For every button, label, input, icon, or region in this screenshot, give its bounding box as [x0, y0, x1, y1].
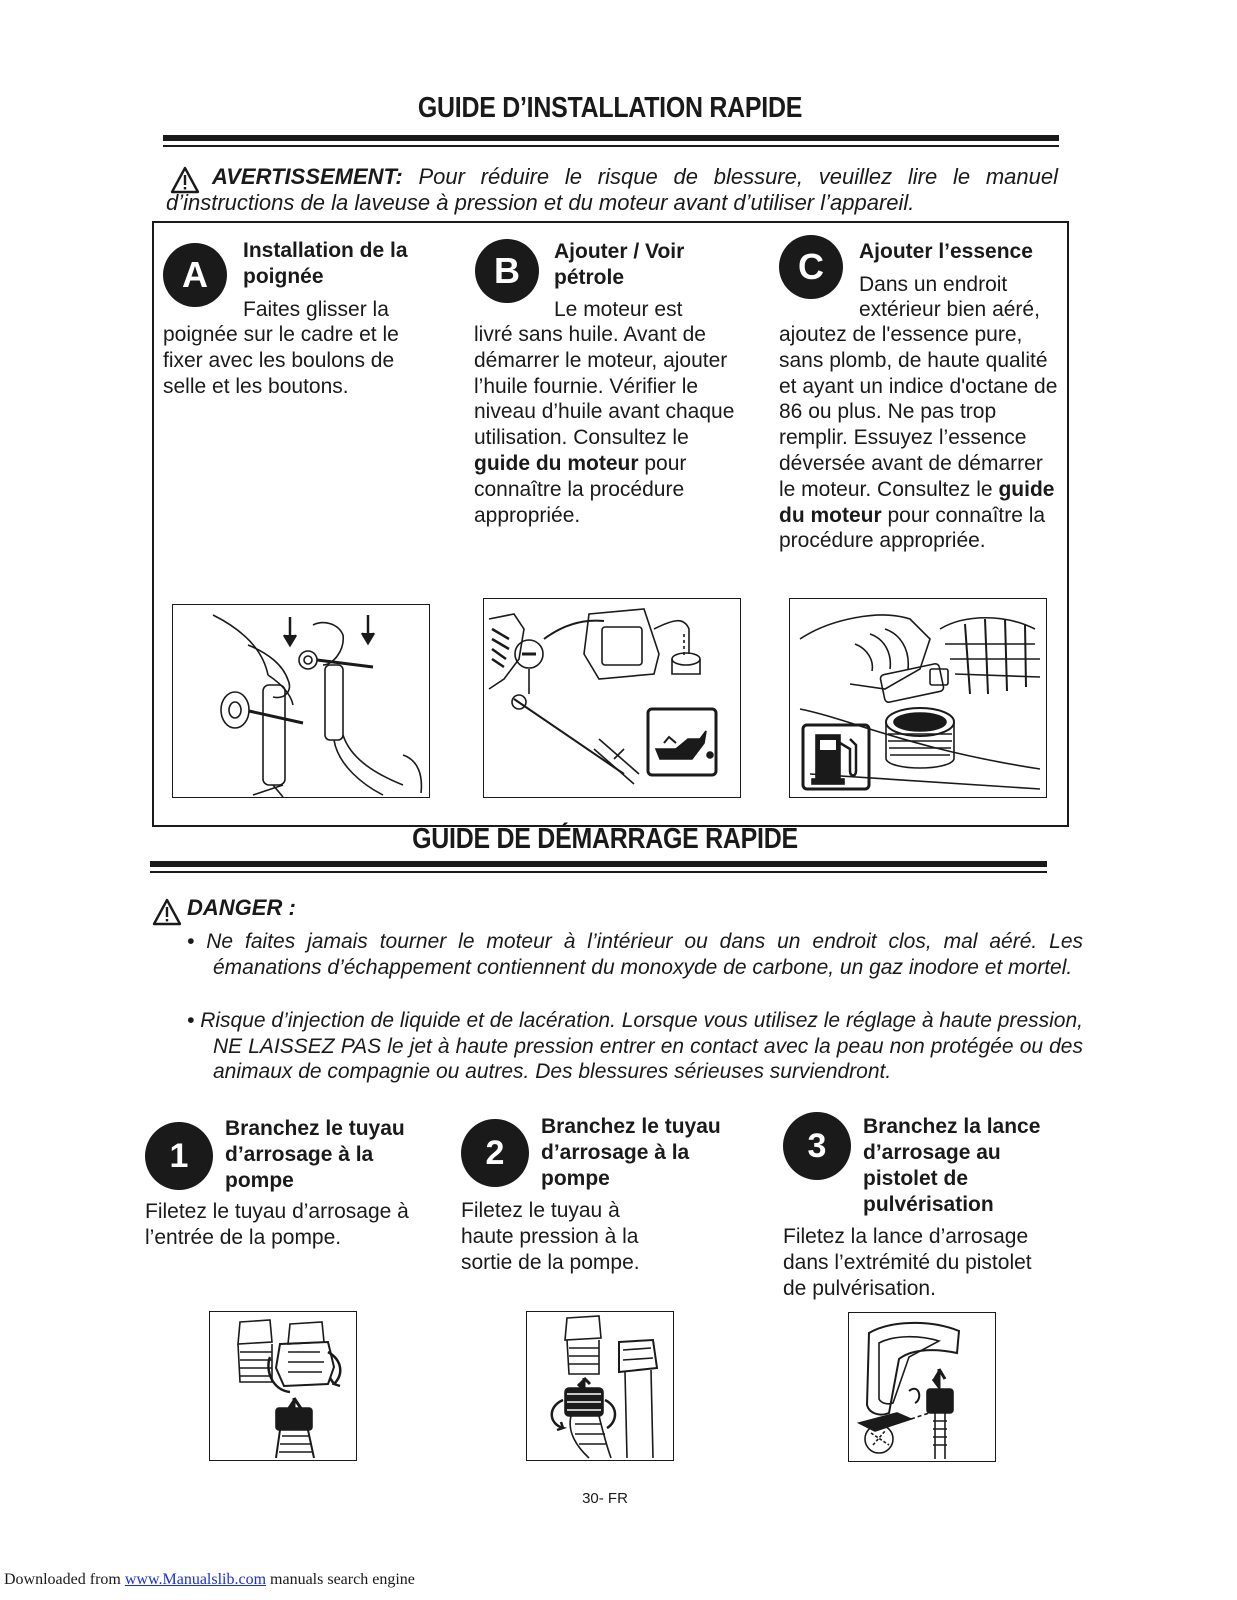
step-c-body-text: ajoutez de l'essence pure, sans plomb, de haute qualité et ayant un indice d'octane de 86 ou plus. Ne pas trop remplir. Essuyez l’essence déversée avant de démarrer le moteur. Consultez le: [779, 323, 1058, 501]
footer-suffix: manuals search engine: [266, 1571, 415, 1588]
step-2-body: Filetez le tuyau à haute pression à la sortie de la pompe.: [461, 1199, 640, 1274]
step-c-body: [779, 322, 1061, 554]
step-3-badge: 3: [783, 1112, 851, 1180]
step-c-body-bold: guide du moteur: [779, 477, 1055, 527]
step-3-title: Branchez la lance d’arrosage au pistolet de pulvérisation: [863, 1115, 1041, 1216]
step-3-body: Filetez la lance d’arrosage dans l’extrémité du pistolet de pulvérisation.: [783, 1225, 1032, 1300]
oil-fill-illustration: [483, 598, 741, 798]
step-1-title: Branchez le tuyau d’arrosage à la pompe: [225, 1117, 405, 1192]
wand-to-gun-illustration: [848, 1312, 996, 1462]
step-a-body: poignée sur le cadre et le fixer avec les boulons de selle et les boutons.: [163, 323, 399, 398]
danger-triangle-icon: [152, 898, 182, 926]
handle-install-illustration: [172, 604, 430, 798]
start-title-rule-thin: [150, 871, 1047, 873]
manualslib-link[interactable]: www.Manualslib.com: [124, 1571, 267, 1588]
install-warning-text: Pour réduire le risque de blessure, veuillez lire le manuel d’instructions de la laveuse à pression et du moteur avant d’utiliser l’appareil.: [166, 164, 1058, 215]
garden-hose-inlet-illustration: [209, 1311, 357, 1461]
step-b-body: [474, 322, 736, 528]
step-a-title: [243, 238, 463, 290]
step-2-title: Branchez le tuyau d’arrosage à la pompe: [541, 1115, 721, 1190]
start-title: GUIDE DE DÉMARRAGE RAPIDE: [412, 823, 798, 855]
danger-item-2: • Risque d’injection de liquide et de lacération. Lorsque vous utilisez le réglage à haute pression, NE LAISSEZ PAS le jet à haute pression entrer en contact avec la peau non protégée ou des animaux de compagnie ou autres. Des blessures sérieuses surviendront.: [187, 1009, 1083, 1083]
step-b-title-line1: Ajouter / Voir: [554, 240, 685, 263]
fuel-fill-illustration: [789, 598, 1047, 798]
install-title: GUIDE D’INSTALLATION RAPIDE: [417, 92, 803, 124]
step-b-body-text: livré sans huile. Avant de démarrer le moteur, ajouter l’huile fournie. Vérifier le niveau d’huile avant chaque utilisation. Consultez le: [474, 323, 735, 450]
danger-item-1: • Ne faites jamais tourner le moteur à l’intérieur ou dans un endroit clos, mal aéré. Les émanations d’échappement contiennent du monoxyde de carbone, un gaz inodore et mortel.: [187, 930, 1083, 979]
download-footer: [4, 1571, 415, 1589]
footer-prefix: Downloaded from: [4, 1571, 125, 1588]
step-a-title-line2: poignée: [243, 265, 324, 288]
step-b-body-line1: Le moteur est: [554, 298, 683, 321]
step-b-badge: B: [475, 239, 539, 303]
step-b-title-line2: pétrole: [554, 266, 625, 289]
page-number: 30- FR: [582, 1490, 628, 1507]
start-title-rule: [150, 861, 1047, 867]
step-c-body-tail: pour connaître la procédure appropriée.: [779, 503, 1046, 553]
step-1-badge: 1: [145, 1122, 213, 1190]
step-c-body-line2: extérieur bien aéré,: [859, 298, 1040, 321]
step-1-body: Filetez le tuyau d’arrosage à l’entrée de la pompe.: [145, 1200, 409, 1249]
high-pressure-hose-outlet-illustration: [526, 1311, 674, 1461]
step-2-badge: 2: [461, 1119, 529, 1187]
step-b-body-tail: pour connaître la procédure appropriée.: [474, 451, 687, 527]
danger-label: DANGER :: [187, 895, 296, 920]
step-a-badge: A: [163, 243, 227, 307]
step-a-body-line1: Faites glisser la: [243, 298, 389, 321]
step-b-title: [554, 239, 754, 291]
install-warning-label: AVERTISSEMENT:: [212, 164, 403, 189]
install-title-rule: [163, 135, 1059, 141]
step-c-title: Ajouter l’essence: [859, 240, 1033, 263]
install-title-rule-thin: [163, 145, 1059, 147]
step-c-body-line1: Dans un endroit: [859, 273, 1008, 296]
step-a-title-line1: Installation de la: [243, 239, 408, 262]
step-c-badge: C: [779, 235, 843, 299]
install-warning: [166, 164, 1058, 216]
step-b-body-bold: guide du moteur: [474, 451, 639, 475]
